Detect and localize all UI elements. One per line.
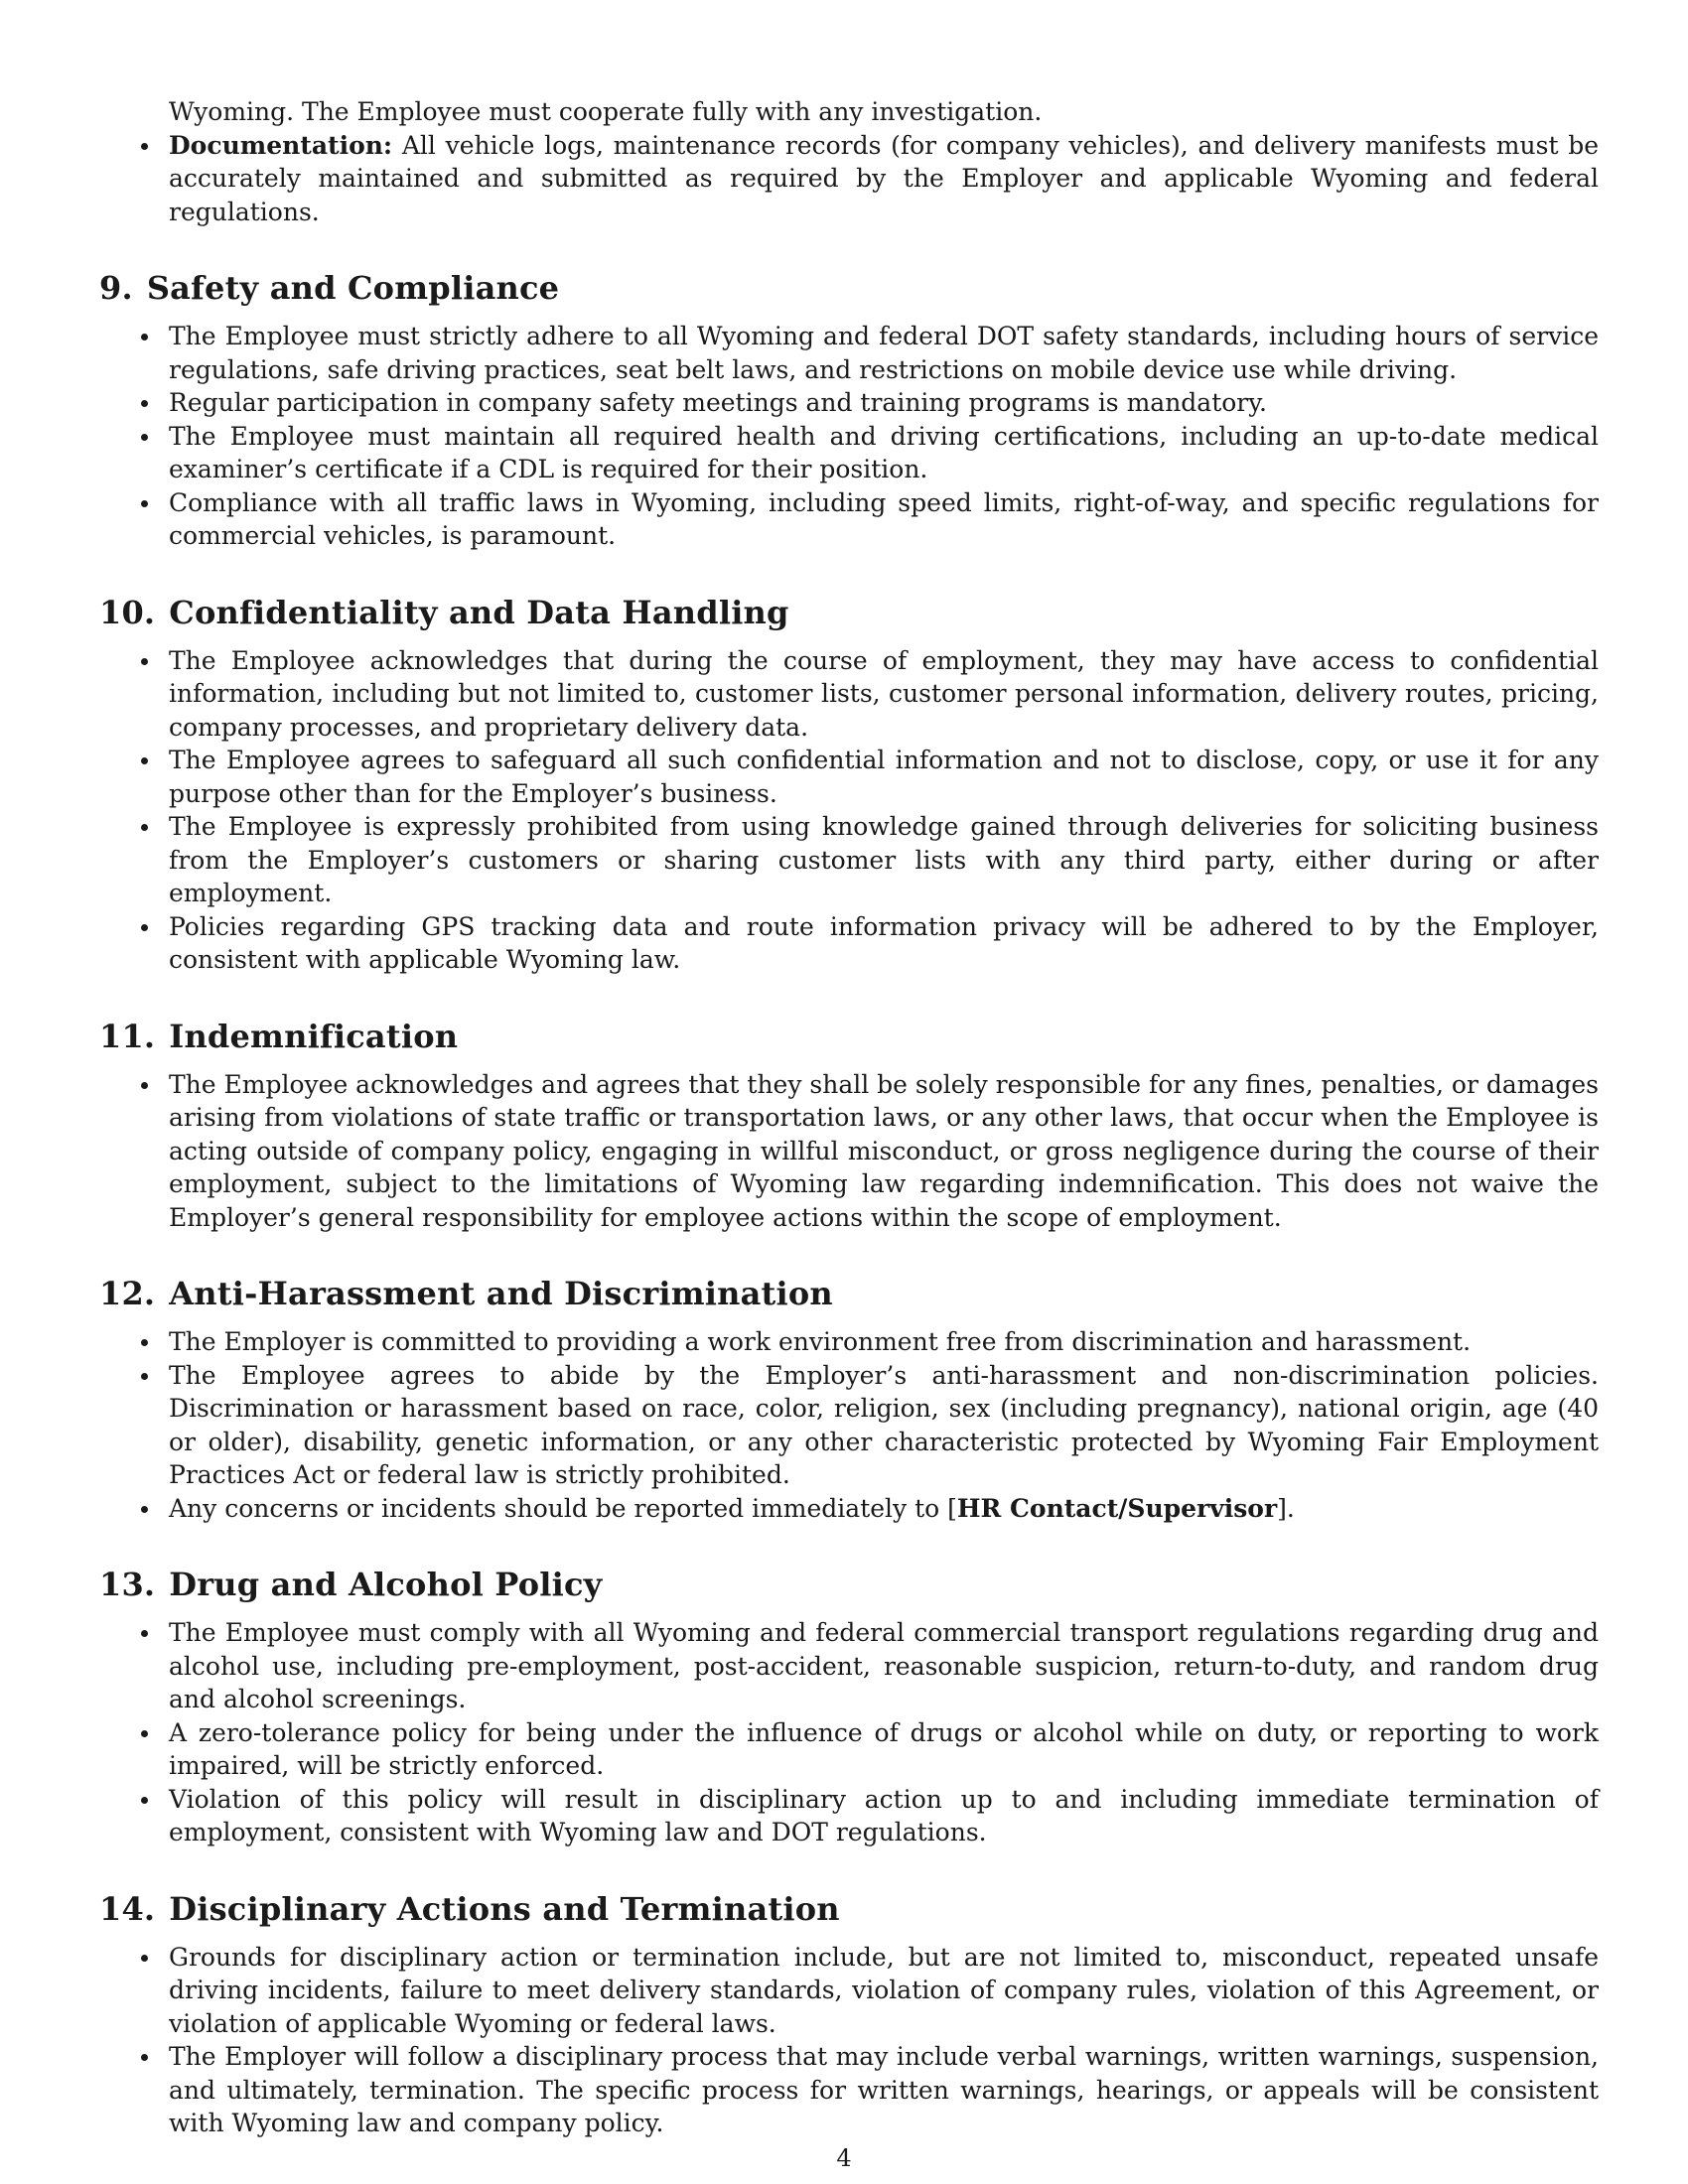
- list-item: The Employer is committed to providing a work environment free from discrimination and harassment.: [99, 1325, 1599, 1359]
- bullet-list: [99, 1941, 1599, 2140]
- list-item: The Employee must strictly adhere to all Wyoming and federal DOT safety standards, including hours of service regulations, safe driving practices, seat belt laws, and restrictions on mobile device use while driving.: [99, 320, 1599, 386]
- documentation-lead: Documentation:: [169, 130, 393, 160]
- section-number: 14.: [99, 1889, 156, 1928]
- section-heading: [99, 1565, 1599, 1604]
- list-item: The Employee agrees to safeguard all such confidential information and not to disclose, copy, or use it for any purpose other than for the Employer’s business.: [99, 744, 1599, 810]
- section-title: Safety and Compliance: [146, 269, 560, 307]
- section-title: Indemnification: [169, 1017, 459, 1055]
- document-page: [99, 95, 1599, 2140]
- section-title: Drug and Alcohol Policy: [169, 1566, 603, 1603]
- list-item: The Employee acknowledges that during the course of employment, they may have access to confidential information, including but not limited to, customer lists, customer personal information, delivery routes, pricing, company processes, and proprietary delivery data.: [99, 644, 1599, 745]
- documentation-item: [99, 129, 1599, 229]
- bullet-list: [99, 320, 1599, 553]
- top-bullet-list: [99, 129, 1599, 229]
- section-heading: [99, 1889, 1599, 1929]
- contact-text-before: Any concerns or incidents should be reported immediately to [: [169, 1493, 957, 1523]
- section-heading: [99, 268, 1599, 308]
- section-number: 11.: [99, 1017, 156, 1055]
- section-number: 9.: [99, 269, 133, 307]
- bullet-list: [99, 644, 1599, 977]
- section-heading: [99, 1017, 1599, 1056]
- page-number: 4: [836, 2144, 852, 2172]
- section-title: Anti-Harassment and Discrimination: [169, 1275, 833, 1312]
- documentation-text: All vehicle logs, maintenance records (for company vehicles), and delivery manifests must be accurately maintained and submitted as required by the Employer and applicable Wyoming and federal regulations.: [169, 130, 1599, 226]
- section-title: Confidentiality and Data Handling: [169, 593, 789, 631]
- list-item: Violation of this policy will result in disciplinary action up to and including immediate termination of employment, consistent with Wyoming law and DOT regulations.: [99, 1783, 1599, 1849]
- section-confidentiality: [99, 593, 1599, 977]
- list-item: The Employee is expressly prohibited from using knowledge gained through deliveries for soliciting business from the Employer’s customers or sharing customer lists with any third party, either during or after employment.: [99, 810, 1599, 910]
- hr-contact-placeholder: HR Contact/Supervisor: [956, 1493, 1278, 1523]
- section-anti-harassment: [99, 1274, 1599, 1525]
- contact-list-item: [99, 1492, 1599, 1526]
- list-item: Regular participation in company safety meetings and training programs is mandatory.: [99, 386, 1599, 420]
- section-title: Disciplinary Actions and Termination: [169, 1889, 840, 1928]
- list-item: A zero-tolerance policy for being under the influence of drugs or alcohol while on duty, or reporting to work impaired, will be strictly enforced.: [99, 1716, 1599, 1783]
- contact-text-after: ].: [1277, 1493, 1295, 1523]
- list-item: The Employee must maintain all required health and driving certifications, including an up-to-date medical examiner’s certificate if a CDL is required for their position.: [99, 420, 1599, 486]
- section-drug-alcohol: [99, 1565, 1599, 1849]
- bullet-list: [99, 1068, 1599, 1235]
- list-item: Grounds for disciplinary action or termination include, but are not limited to, misconduct, repeated unsafe driving incidents, failure to meet delivery standards, violation of company rules, violation of this Agreement, or violation of applicable Wyoming or federal laws.: [99, 1941, 1599, 2041]
- section-number: 12.: [99, 1275, 156, 1312]
- section-indemnification: [99, 1017, 1599, 1235]
- section-disciplinary: [99, 1889, 1599, 2140]
- section-number: 10.: [99, 593, 156, 631]
- section-heading: [99, 1274, 1599, 1313]
- list-item: Policies regarding GPS tracking data and route information privacy will be adhered to by the Employer, consistent with applicable Wyoming law.: [99, 910, 1599, 977]
- section-heading: [99, 593, 1599, 632]
- section-safety-compliance: [99, 268, 1599, 553]
- list-item: The Employee acknowledges and agrees that they shall be solely responsible for any fines, penalties, or damages arising from violations of state traffic or transportation laws, or any other laws, that occur when the Employee is acting outside of company policy, engaging in willful misconduct, or gross negligence during the course of their employment, subject to the limitations of Wyoming law regarding indemnification. This does not waive the Employer’s general responsibility for employee actions within the scope of employment.: [99, 1068, 1599, 1235]
- bullet-list: [99, 1616, 1599, 1849]
- section-number: 13.: [99, 1566, 156, 1603]
- list-item: The Employer will follow a disciplinary process that may include verbal warnings, written warnings, suspension, and ultimately, termination. The specific process for written warnings, hearings, or appeals will be consistent with Wyoming law and company policy.: [99, 2040, 1599, 2140]
- bullet-list: [99, 1325, 1599, 1525]
- top-block: [99, 95, 1599, 228]
- list-item: The Employee must comply with all Wyoming and federal commercial transport regulations regarding drug and alcohol use, including pre-employment, post-accident, reasonable suspicion, return-to-duty, and random drug and alcohol screenings.: [99, 1616, 1599, 1716]
- list-item: The Employee agrees to abide by the Employer’s anti-harassment and non-discrimination policies. Discrimination or harassment based on race, color, religion, sex (including pregnancy), national origin, age (40 or older), disability, genetic information, or any other characteristic protected by Wyoming Fair Employment Practices Act or federal law is strictly prohibited.: [99, 1359, 1599, 1492]
- continuation-text: Wyoming. The Employee must cooperate fully with any investigation.: [169, 97, 1043, 126]
- list-item: Compliance with all traffic laws in Wyoming, including speed limits, right-of-way, and specific regulations for commercial vehicles, is paramount.: [99, 486, 1599, 553]
